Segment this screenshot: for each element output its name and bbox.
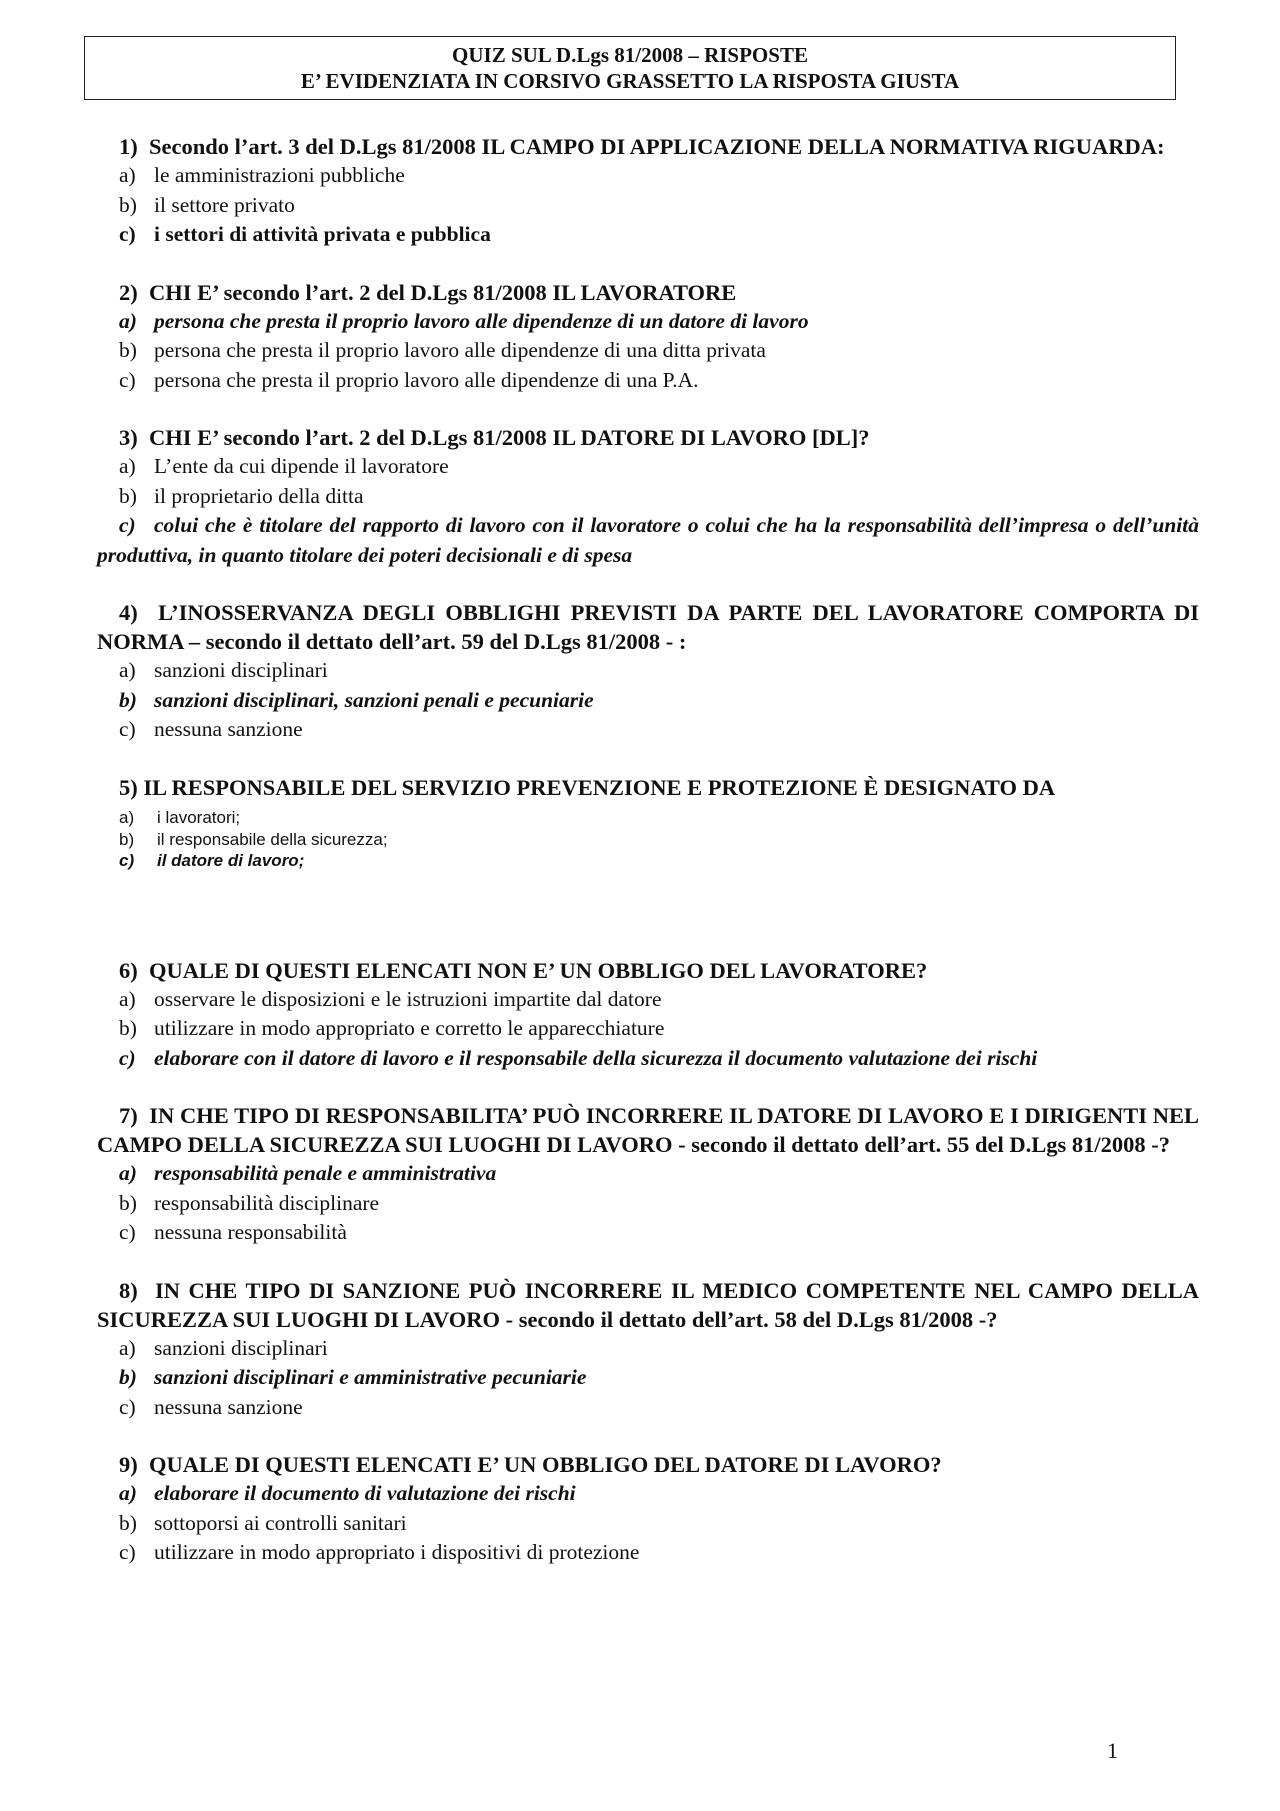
question-number: 1) <box>119 134 138 159</box>
question-number: 5) <box>119 774 138 800</box>
header-title: QUIZ SUL D.Lgs 81/2008 – RISPOSTE <box>452 43 808 67</box>
answer-a-correct: a) elaborare il documento di valutazione dei rischi <box>119 1481 576 1505</box>
answer-c: c) nessuna sanzione <box>119 717 303 741</box>
question-number: 4) <box>119 600 138 625</box>
question-title: QUALE DI QUESTI ELENCATI NON E’ UN OBBLIGO DEL LAVORATORE? <box>149 957 928 983</box>
document-header <box>84 36 1176 100</box>
question-title: CHI E’ secondo l’art. 2 del D.Lgs 81/2008 IL LAVORATORE <box>149 279 737 305</box>
answer-b: b) utilizzare in modo appropriato e corretto le apparecchiature <box>119 1016 665 1040</box>
question-number: 7) <box>119 1103 138 1128</box>
question-title: IN CHE TIPO DI RESPONSABILITA’ PUÒ INCORRERE IL DATORE DI LAVORO E I DIRIGENTI NEL CAMPO DELLA SICUREZZA SUI LUOGHI DI LAVORO - secondo il dettato dell’art. 55 del D.Lgs 81/2008 -? <box>97 1103 1199 1157</box>
question-3 <box>97 423 1199 570</box>
question-1 <box>97 132 1199 250</box>
question-number: 9) <box>119 1452 138 1477</box>
answer-c: c) nessuna sanzione <box>119 1394 303 1419</box>
answer-b: b) responsabilità disciplinare <box>119 1190 380 1215</box>
answer-a-correct: a) persona che presta il proprio lavoro alle dipendenze di un datore di lavoro <box>119 308 809 333</box>
answer-a-correct: a) responsabilità penale e amministrativa <box>119 1161 497 1185</box>
answer-c-correct: c) il datore di lavoro; <box>119 850 305 870</box>
question-number: 2) <box>119 279 138 305</box>
answer-b: b) il responsabile della sicurezza; <box>119 829 388 849</box>
answer-a: a) sanzioni disciplinari <box>119 1335 328 1360</box>
answer-c-correct: c) colui che è titolare del rapporto di lavoro con il lavoratore o colui che ha la responsabilità dell’impresa o dell’unità produttiva, in quanto titolare dei poteri decisionali e di spesa <box>97 513 1199 567</box>
question-title: L’INOSSERVANZA DEGLI OBBLIGHI PREVISTI DA PARTE DEL LAVORATORE COMPORTA DI NORMA – secondo il dettato dell’art. 59 del D.Lgs 81/2008 - : <box>97 600 1200 654</box>
answer-b: b) il proprietario della ditta <box>119 483 364 508</box>
answer-a: a) le amministrazioni pubbliche <box>119 163 405 187</box>
header-subtitle: E’ EVIDENZIATA IN CORSIVO GRASSETTO LA RISPOSTA GIUSTA <box>300 69 960 93</box>
answer-b-correct: b) sanzioni disciplinari e amministrative pecuniarie <box>119 1365 587 1389</box>
answer-b: b) il settore privato <box>119 192 295 217</box>
answer-b-correct: b) sanzioni disciplinari, sanzioni penali e pecuniarie <box>119 687 594 712</box>
answer-a: a) L’ente da cui dipende il lavoratore <box>119 454 449 478</box>
question-title: CHI E’ secondo l’art. 2 del D.Lgs 81/2008 IL DATORE DI LAVORO [DL]? <box>149 425 870 450</box>
answer-a: a) i lavoratori; <box>119 807 241 827</box>
question-8 <box>97 1276 1199 1423</box>
answer-c-correct: c) i settori di attività privata e pubblica <box>119 222 491 246</box>
answer-c: c) persona che presta il proprio lavoro alle dipendenze di una P.A. <box>119 367 699 392</box>
question-9 <box>97 1450 1199 1568</box>
question-7 <box>97 1101 1199 1248</box>
answer-b: b) sottoporsi ai controlli sanitari <box>119 1510 407 1535</box>
page-number: 1 <box>1107 1738 1118 1763</box>
answer-c: c) nessuna responsabilità <box>119 1220 347 1244</box>
answer-a: a) sanzioni disciplinari <box>119 658 328 682</box>
question-number: 6) <box>119 957 138 983</box>
quiz-content <box>97 132 1199 1568</box>
answer-b: b) persona che presta il proprio lavoro alle dipendenze di una ditta privata <box>119 338 766 362</box>
answer-c: c) utilizzare in modo appropriato i dispositivi di protezione <box>119 1540 640 1564</box>
question-number: 3) <box>119 425 138 450</box>
question-title: IL RESPONSABILE DEL SERVIZIO PREVENZIONE E PROTEZIONE È DESIGNATO DA <box>143 774 1056 800</box>
question-title: QUALE DI QUESTI ELENCATI E’ UN OBBLIGO DEL DATORE DI LAVORO? <box>149 1452 942 1477</box>
question-2 <box>97 278 1199 396</box>
question-4 <box>97 598 1199 745</box>
question-number: 8) <box>119 1277 138 1303</box>
question-title: IN CHE TIPO DI SANZIONE PUÒ INCORRERE IL MEDICO COMPETENTE NEL CAMPO DELLA SICUREZZA SUI LUOGHI DI LAVORO - secondo il dettato dell’art. 58 del D.Lgs 81/2008 -? <box>97 1277 1200 1332</box>
answer-a: a) osservare le disposizioni e le istruzioni impartite dal datore <box>119 986 662 1011</box>
answer-c-correct: c) elaborare con il datore di lavoro e il responsabile della sicurezza il documento valutazione dei rischi <box>119 1045 1038 1070</box>
question-6 <box>97 956 1199 1074</box>
question-5 <box>97 773 1199 871</box>
question-title: Secondo l’art. 3 del D.Lgs 81/2008 IL CAMPO DI APPLICAZIONE DELLA NORMATIVA RIGUARDA: <box>149 134 1165 159</box>
